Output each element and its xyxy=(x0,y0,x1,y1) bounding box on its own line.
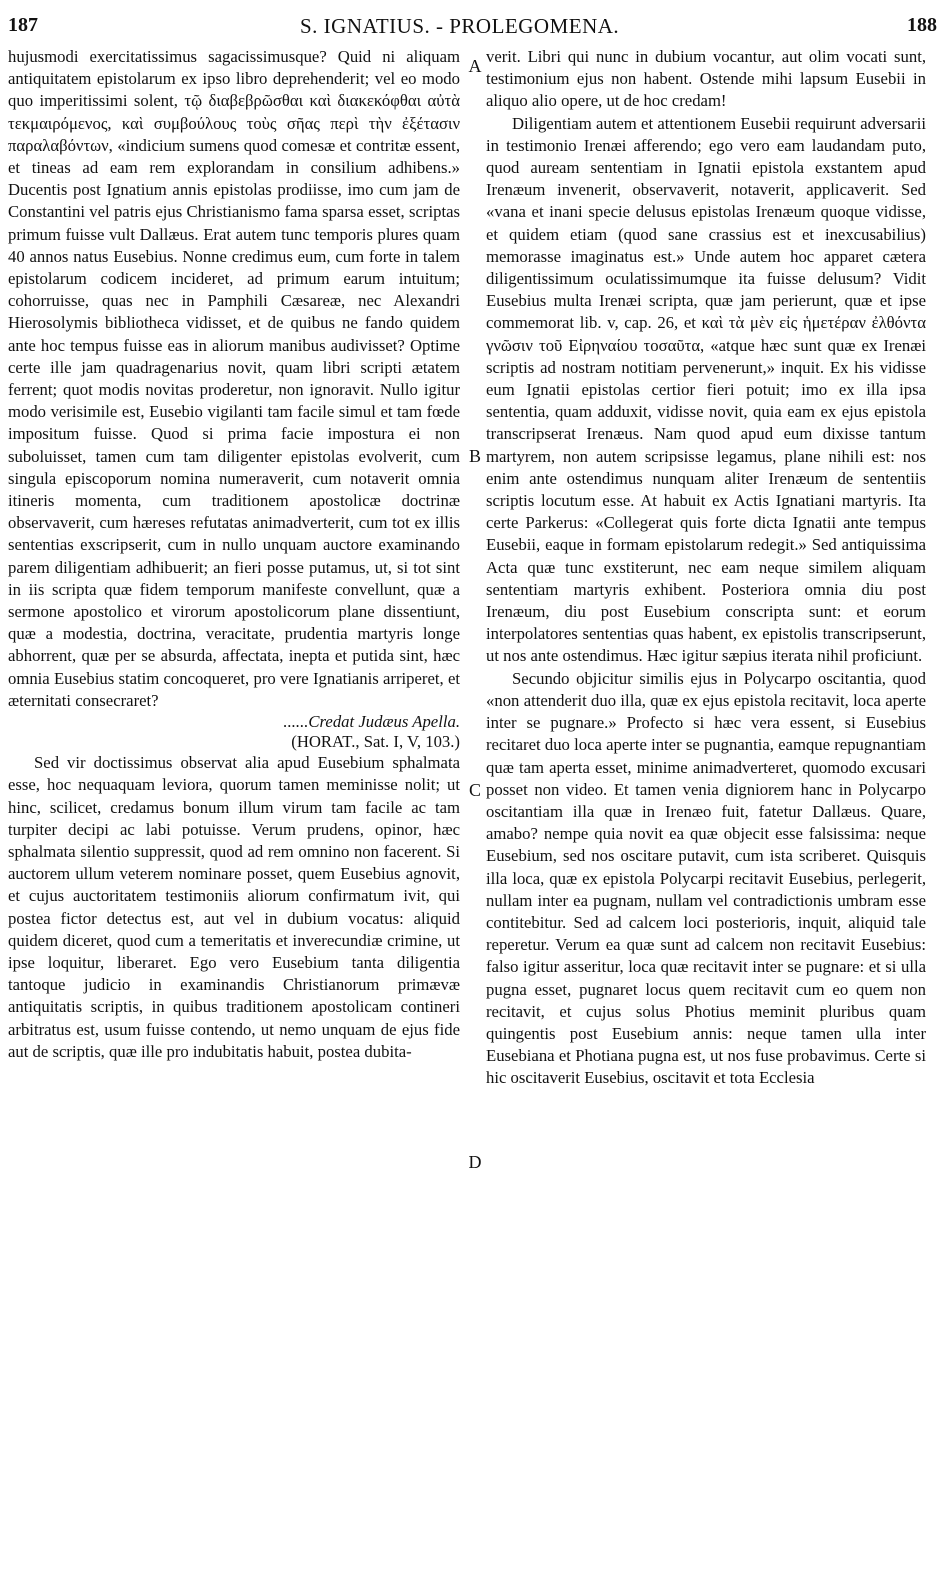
citation: (HORAT., Sat. I, V, 103.) xyxy=(291,732,460,752)
quotation: ......Credat Judæus Apella. xyxy=(283,712,460,732)
margin-marker-a: A xyxy=(468,56,482,76)
right-paragraph-1: verit. Libri qui nunc in dubium vocantur, aut olim vocati sunt, testimonium ejus non habent. Ostende mihi lapsum Eusebii in aliquo alio opere, ut de hoc credam! xyxy=(486,47,926,111)
left-paragraph-2: Sed vir doctissimus observat alia apud Eusebium sphalmata esse, hoc nequaquam leviora, quorum tamen meminisse nolit; ut hinc, scilicet, credamus bonum illum virum tam facile ac tam turpiter decipi ac labi potuisse. Verum prudens, opinor, hæc sphalmata silentio suppressit, quod ad rem omnino non facerent. Si auctorem ullum veterem nominare posset, quem Eusebius agnovit, et cujus auctoritatem testimoniis aliorum confirmatum ivit, qui postea fictor detectus est, aut vel in dubium vocatus: aliquid quidem diceret, quod cum a temeritatis et inverecundiæ crimine, ut ipse loquitur, liberaret. Ego vero Eusebium tanta diligentia tantoque judicio in examinandis Christianorum primævæ antiquitatis scriptis, in quibus traditionem apostolicam contineri arbitratus est, usum fuisse contendo, ut nemo unquam de ejus fide aut de scriptis, quæ ille pro indubitatis habuit, postea dubita- xyxy=(8,753,460,1061)
page-header xyxy=(0,14,951,44)
page-number-right: 188 xyxy=(907,14,937,36)
right-paragraph-2: Diligentiam autem et attentionem Eusebii requirunt adversarii in testimonio Irenæi afferendo; ego vero eam laudandam puto, quod auream sententiam in Ignatii epistola exstantem apud Irenæum invenerit, observaverit, notaverit, applicaverit. Sed «vana et inani specie delusus epistolas Irenæum quoque vidisse, et quidem etiam (quod sane crassius est et inexcusabilius) memorasse imaginatus est.» Unde autem hoc apparet cætera diligentissimum oculatissimumque ita fuisse delusum? Vidit Eusebius multa Irenæi scripta, quæ jam perierunt, quæ et ipse commemorat lib. v, cap. 26, et καὶ τὰ μὲν εἰς ἡμετέραν ἐλθόντα γνῶσιν τοῦ Εἰρηναίου τοσαῦτα, «atque hæc sunt quæ ex Irenæi scriptis ad nostram notitiam pervenerunt,» inquit. Ex his vidisse eum Ignatii epistolas certior fieri potuit; imo ex illa ipsa sententia, quam adduxit, vidisse novit, quia eam ex ejus epistola transcripserat Irenæus. Nam quod apud eum dixisse tantum martyrem, non autem scripsisse legamus, plane nihili est: nos enim ante ostendimus nunquam aliter Irenæum de sententiis scriptis locutum esse. At habuit ex Actis Ignatiani martyris. Ita certe Parkerus: «Collegerat quis forte dicta Ignatii ante tempus Eusebii, eaque in formam epistolarum redegit.» Sed antiquissima Acta quæ tunc exstiterunt, nec eam neque similem aliquam sententiam martyris exhibent. Posteriora omnia diu post Irenæum, diu post Eusebium conscripta sunt: et eorum interpolatores sententias quas habent, ex epistolis transcripserunt, ut nos ante ostendimus. Hæc igitur sæpius iterata nihil proficiunt. xyxy=(486,113,926,666)
page-number-left: 187 xyxy=(8,14,38,36)
left-column xyxy=(8,46,460,1566)
running-title: S. IGNATIUS. - PROLEGOMENA. xyxy=(300,14,620,38)
right-paragraph-3: Secundo objicitur similis ejus in Polycarpo oscitantia, quod «non attenderit duo illa, quæ ex ejus epistola recitavit, loca aperte inter se pugnare.» Profecto si hæc vera essent, si Eusebius recitaret duo loca aperte inter se pugnantia, eamque repugnantiam quæ tam aperta esset, minime animadverteret, quomodo excusari posset non video. Et tamen venia digniorem hanc in Polycarpo oscitantiam illa quæ in Irenæo fuit, fatetur Dallæus. Quare, amabo? nempe quia novit ea quæ objecit esse falsissima: neque Eusebium, sed nos oscitare putavit, cum ista scriberet. Quisquis illa loca, quæ ex epistola Polycarpi recitavit Eusebius, perlegerit, nullam inter ea pugnam, nullam vel contradictionis umbram esse contitebitur. Sed ad calcem loci posterioris, inquit, aliquid tale reperetur. Verum ea quæ sunt ad calcem non recitavit Eusebius: falso igitur asseritur, loca quæ recitavit inter se pugnare: et si ulla pugna esset, pugnaret locus quem recitavit cum eo quem non recitavit, et cujus solus Photius meminit pluribus quam quingentis post Eusebium annis: neque tamen ulla inter Eusebiana et Photiana pugna est, ut nos fuse probavimus. Certe si hic oscitaverit Eusebius, oscitavit et tota Ecclesia xyxy=(486,668,926,1088)
left-paragraph-1: hujusmodi exercitatissimus sagacissimusque? Quid ni aliquam antiquitatem epistolarum ex ipso libro deprehenderit; vel eo modo quo imperitissimi solent, τῷ διαβεβρῶσθαι καὶ διακεκόφθαι αὐτὰ τεκμαιρόμενος, καὶ συμβούλους τοὺς σῆας περὶ τὴν ἐξέτασιν παραλαβόντων, «indicium sumens quod comesæ et contritæ essent, et tineas ad eam rem explorandam in consilium adhibens.» Ducentis post Ignatium annis epistolas prodiisse, imo cum jam de Constantini vel patris ejus Christianismo fama sparsa esset, scriptas primum fuisse vult Dallæus. Erat autem tunc temporis plures quam 40 annos natus Eusebius. Nonne credimus eum, cum forte in talem epistolarum codicem incideret, ad primum earum intuitum; cohorruisse, quas nec in Pamphili Cæsareæ, nec Alexandri Hierosolymis bibliotheca vidisset, et de quibus ne fando quidem ante hoc tempus fuisse eas in aliorum manibus audivisset? Optime certe ille jam quadragenarius novit, quam libri scripti ætatem ferrent; quot modis novitas proderetur, non ignoravit. Nullo igitur modo verisimile est, Eusebio vigilanti tam facile simul et tam fœde impositum fuisse. Quod si prima facie impostura ei non suboluisset, tamen cum tam diligenter epistolas evolverit, cum singula episcoporum nomina numeraverit, cum notaverit omnia itineris momenta, cum traditionem apostolicæ doctrinæ observaverit, cum hæreses refutatas animadverterit, cum tot ex illis sententias exscripserit, cum in nullo unquam auctore examinando parem diligentiam adhibuerit; an fieri posse putamus, ut, si tot sint in iis scripta quæ fidem temporum manifeste convellunt, quæ a sermone apostolico et virorum apostolicorum plane dissentiunt, quæ a modestia, doctrina, veracitate, prudentia martyris longe abhorrent, quæ per se absurda, affectata, inepta et putida sint, hæc omnia Eusebius statim concoqueret, pro vere Ignatianis arriperet, et æternitati consecraret? xyxy=(8,47,460,710)
margin-marker-d: D xyxy=(468,1152,482,1172)
margin-marker-c: C xyxy=(468,780,481,800)
right-column xyxy=(486,46,926,1566)
margin-marker-b: B xyxy=(468,446,481,466)
